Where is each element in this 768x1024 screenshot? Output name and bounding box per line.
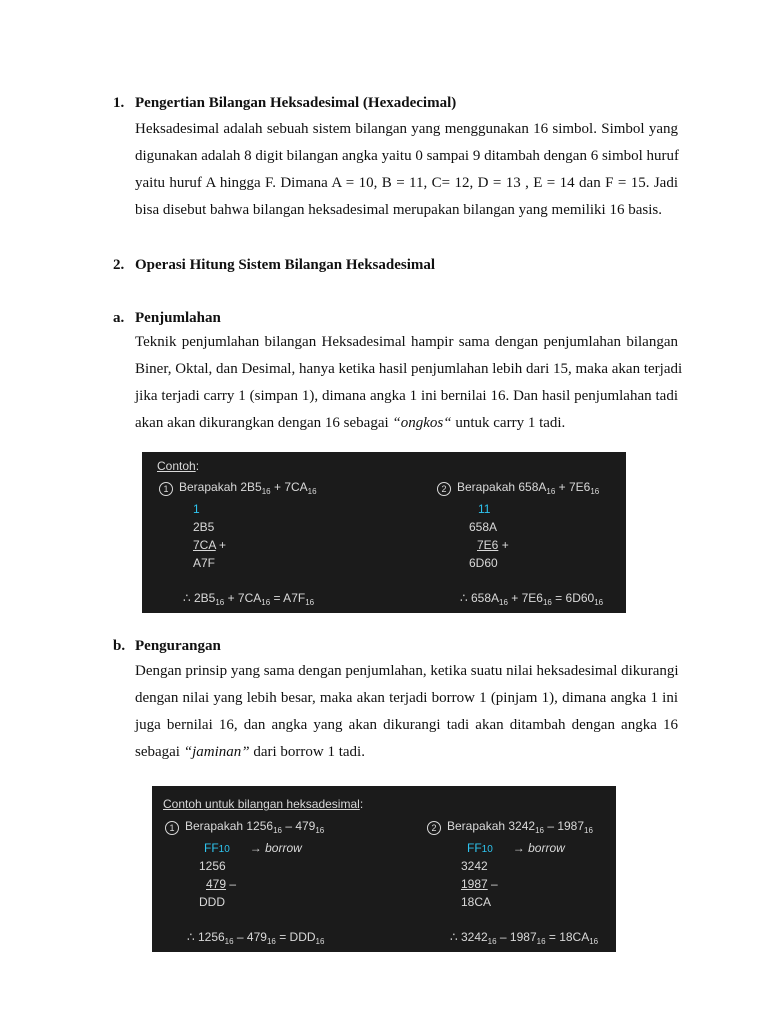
- example-heading-colon: :: [195, 459, 200, 473]
- subsection-b-heading: [113, 636, 673, 656]
- borrow-value: FF: [467, 841, 482, 855]
- paragraph-line: Heksadesimal adalah sebuah sistem bilangan yang menggunakan 16 simbol. Simbol yang: [135, 121, 678, 137]
- base-subscript: 16: [535, 826, 544, 835]
- question-right: [437, 480, 599, 496]
- paragraph-line: [135, 410, 678, 437]
- question-text: – 479: [281, 819, 316, 833]
- section-1-title: Pengertian Bilangan Heksadesimal (Hexadecimal): [135, 95, 457, 111]
- base-subscript: 16: [487, 937, 497, 946]
- question-text: Berapakah 658A: [457, 480, 547, 494]
- paragraph-line: bisa disebut bahwa bilangan heksadesimal merupakan bilangan yang memiliki 16 basis.: [135, 202, 662, 218]
- base-subscript: 16: [315, 826, 325, 835]
- example-heading-colon: :: [359, 797, 364, 811]
- result: DDD: [199, 895, 225, 909]
- borrow-line: [204, 841, 302, 855]
- line-text: akan akan dikurangkan dengan 16 sebagai: [135, 415, 393, 431]
- question-left: [165, 819, 324, 835]
- conclusion-text: = DDD: [275, 930, 316, 944]
- quoted-term: “jaminan”: [183, 744, 250, 760]
- subsection-b-title: Pengurangan: [135, 638, 221, 654]
- question-text: Berapakah 1256: [185, 819, 274, 833]
- example-heading: [163, 797, 363, 811]
- paragraph-line: jika terjadi carry 1 (simpan 1), dimana angka 1 ini bernilai 16. Dan hasil penjumlahan tadi: [135, 388, 678, 404]
- result: A7F: [193, 556, 216, 570]
- question-text: Berapakah 2B5: [179, 480, 262, 494]
- operand-1: 3242: [461, 859, 488, 873]
- conclusion-text: = 18CA: [545, 930, 590, 944]
- line-text: dari borrow 1 tadi.: [249, 744, 365, 760]
- base-subscript: 16: [266, 937, 276, 946]
- base-subscript: 16: [215, 598, 225, 607]
- operator: –: [487, 877, 498, 891]
- operand-2: [193, 538, 226, 552]
- conclusion-text: + 7E6: [507, 591, 543, 605]
- question-text: + 7E6: [555, 480, 591, 494]
- operand-2-value: 1987: [461, 877, 488, 891]
- question-right: [427, 819, 593, 835]
- subsection-a-heading: [113, 308, 673, 328]
- operator: +: [215, 538, 227, 552]
- base-subscript: 16: [305, 598, 315, 607]
- conclusion-text: ∴ 658A: [460, 591, 499, 605]
- subsection-a-number: a.: [113, 310, 125, 326]
- borrow-note: → borrow: [249, 841, 302, 855]
- section-2-number: 2.: [113, 257, 125, 273]
- base-subscript: 16: [536, 937, 546, 946]
- base-subscript: 16: [273, 826, 282, 835]
- example-heading-text: Contoh: [157, 459, 196, 473]
- carry-digit: 1: [193, 502, 200, 516]
- conclusion-text: + 7CA: [224, 591, 262, 605]
- line-text: sebagai: [135, 744, 184, 760]
- paragraph-line: Teknik penjumlahan bilangan Heksadesimal hampir sama dengan penjumlahan bilangan: [135, 334, 678, 350]
- circled-number-icon: 2: [437, 482, 451, 496]
- question-text: Berapakah 3242: [447, 819, 536, 833]
- result: 6D60: [469, 556, 498, 570]
- operand-2: [199, 877, 236, 891]
- base-subscript: 16: [499, 598, 508, 607]
- conclusion-text: – 1987: [496, 930, 537, 944]
- paragraph-line: digunakan adalah 8 digit bilangan angka yaitu 0 sampai 9 ditambah dengan 6 simbol huruf: [135, 148, 680, 164]
- operator: –: [226, 877, 237, 891]
- section-1-paragraph: [135, 116, 678, 224]
- conclusion-right: [450, 930, 598, 944]
- base-subscript: 16: [261, 487, 271, 496]
- base-subscript: 16: [315, 937, 325, 946]
- result: 18CA: [461, 895, 492, 909]
- operand-1: 1256: [199, 859, 226, 873]
- base-subscript: 16: [224, 937, 234, 946]
- base-subscript: 16: [584, 826, 593, 835]
- base-subscript: 16: [590, 487, 600, 496]
- operand-1: 2B5: [193, 520, 215, 534]
- conclusion-left: [187, 930, 324, 944]
- base-subscript: 16: [261, 598, 271, 607]
- example-heading-text: Contoh untuk bilangan heksadesimal: [163, 797, 360, 811]
- operand-2: [461, 877, 498, 891]
- borrow-note: → borrow: [512, 841, 565, 855]
- subsection-b-paragraph: [135, 658, 678, 766]
- line-text: untuk carry 1 tadi.: [451, 415, 566, 431]
- base-subscript: 16: [307, 487, 317, 496]
- paragraph-line: Biner, Oktal, dan Desimal, hanya ketika hasil penjumlahan lebih dari 15, maka akan terjadi: [135, 361, 683, 377]
- operand-2-value: 7E6: [477, 538, 499, 552]
- section-2-heading: [113, 255, 673, 275]
- borrow-value: FF: [204, 841, 219, 855]
- paragraph-line: yaitu huruf A hingga F. Dimana A = 10, B = 11, C= 12, D = 13 , E = 14 dan F = 15. Jadi: [135, 175, 678, 191]
- borrow-line: [467, 841, 565, 855]
- subtraction-example-panel: [152, 786, 616, 952]
- section-2-title: Operasi Hitung Sistem Bilangan Heksadesimal: [135, 257, 436, 273]
- circled-number-icon: 1: [159, 482, 173, 496]
- conclusion-left: [183, 591, 314, 605]
- operand-1: 658A: [469, 520, 498, 534]
- addition-example-panel: [142, 452, 626, 613]
- base-subscript: 10: [218, 844, 230, 855]
- conclusion-right: [460, 591, 603, 605]
- paragraph-line: dengan nilai yang lebih besar, maka akan terjadi borrow 1 (pinjam 1), dimana angka 1 ini: [135, 690, 678, 706]
- conclusion-text: ∴ 1256: [187, 930, 225, 944]
- paragraph-line: juga bernilai 16, dan angka yang akan dikurangi tadi akan ditambah dengan angka 16: [135, 717, 678, 733]
- base-subscript: 16: [546, 487, 556, 496]
- conclusion-text: ∴ 3242: [450, 930, 488, 944]
- carry-digit: 11: [478, 502, 491, 516]
- paragraph-line: Dengan prinsip yang sama dengan penjumlahan, ketika suatu nilai heksadesimal dikurangi: [135, 663, 679, 679]
- subsection-a-title: Penjumlahan: [135, 310, 221, 326]
- section-1-number: 1.: [113, 95, 125, 111]
- base-subscript: 10: [481, 844, 493, 855]
- paragraph-line: [135, 739, 678, 766]
- question-text: + 7CA: [270, 480, 308, 494]
- base-subscript: 16: [594, 598, 604, 607]
- base-subscript: 16: [589, 937, 599, 946]
- base-subscript: 16: [542, 598, 552, 607]
- question-text: – 1987: [543, 819, 585, 833]
- operand-2-value: 479: [206, 877, 227, 891]
- conclusion-text: – 479: [233, 930, 267, 944]
- quoted-term: “ongkos“: [392, 415, 452, 431]
- subsection-a-paragraph: [135, 329, 683, 437]
- circled-number-icon: 1: [165, 821, 179, 835]
- subsection-b-number: b.: [113, 638, 126, 654]
- conclusion-text: = A7F: [270, 591, 306, 605]
- section-1-heading: [113, 93, 673, 113]
- operand-2: [469, 538, 509, 552]
- circled-number-icon: 2: [427, 821, 441, 835]
- question-left: [159, 480, 317, 496]
- operator: +: [498, 538, 509, 552]
- operand-2-value: 7CA: [193, 538, 216, 552]
- example-heading: [157, 459, 199, 473]
- conclusion-text: ∴ 2B5: [183, 591, 216, 605]
- conclusion-text: = 6D60: [551, 591, 595, 605]
